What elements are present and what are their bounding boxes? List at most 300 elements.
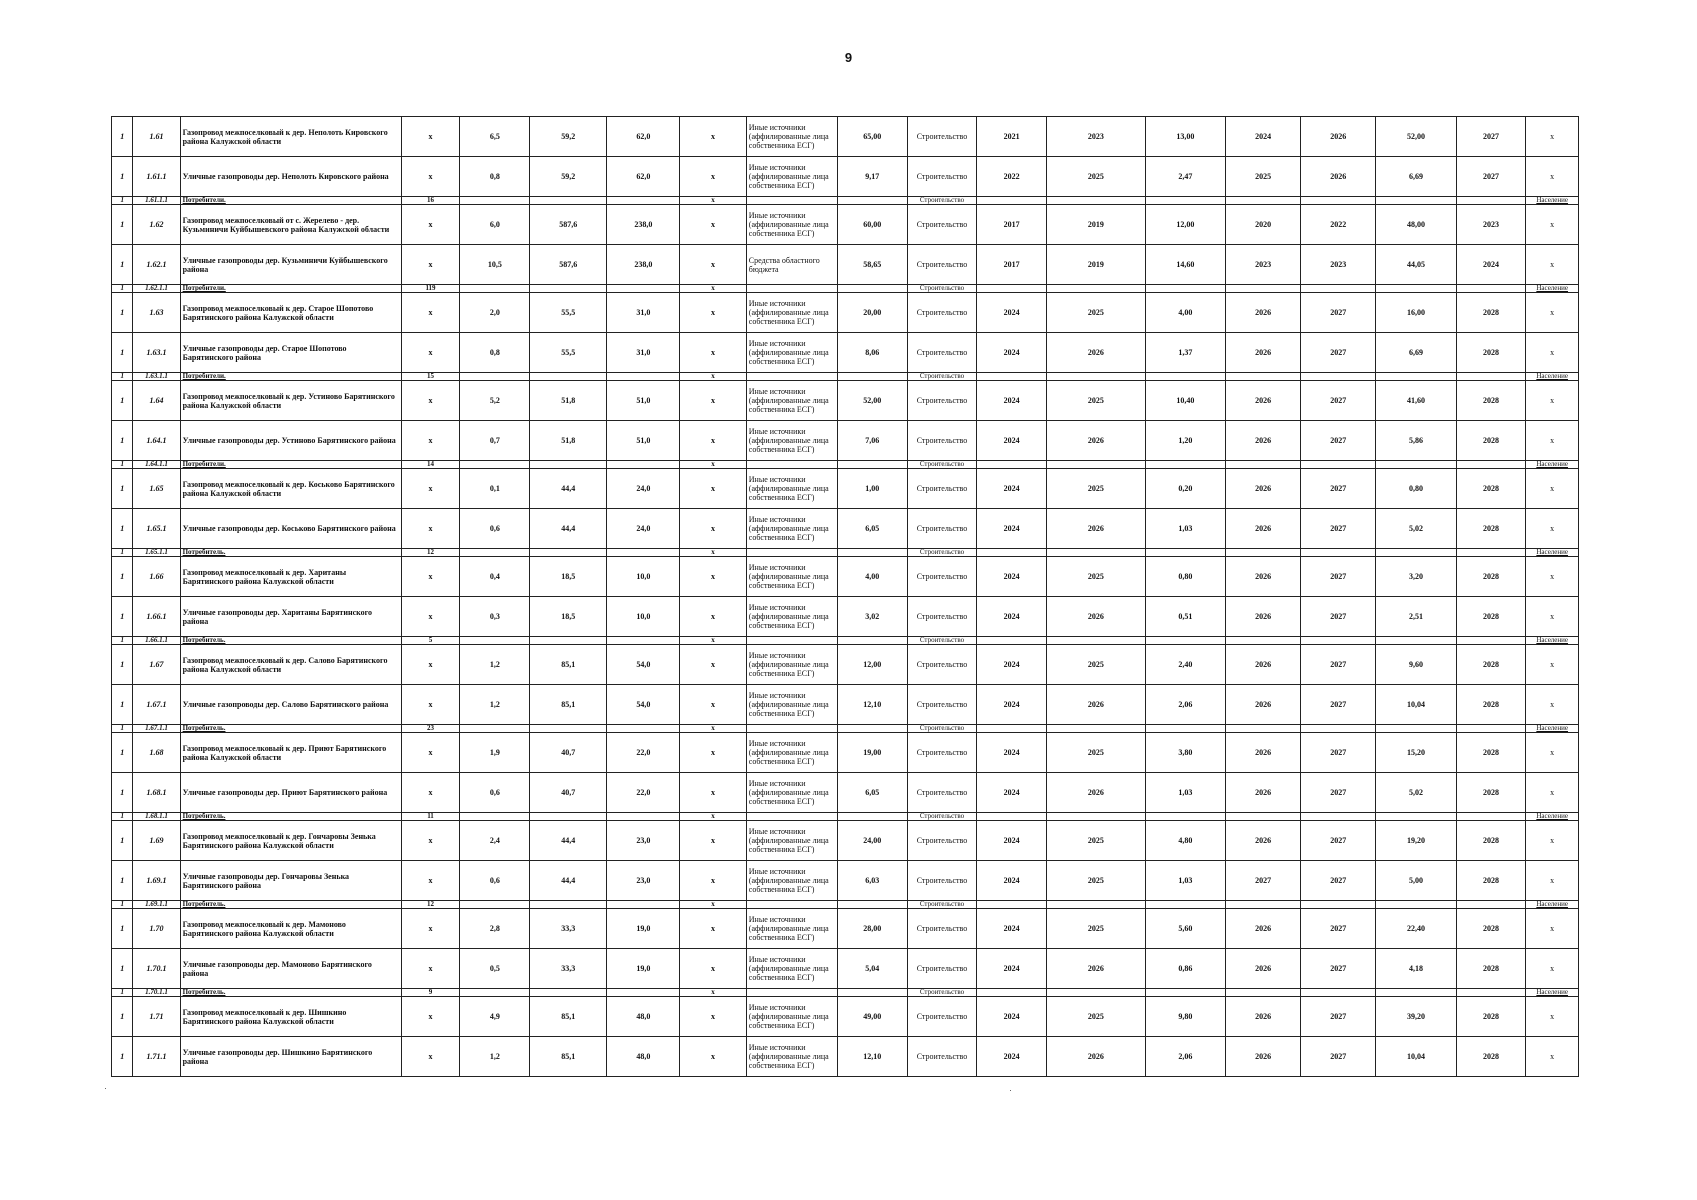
cell-c17 xyxy=(1376,285,1456,293)
funding-source-cell xyxy=(746,197,837,205)
cell-c13 xyxy=(1047,373,1146,381)
item-number-cell: 1.64.1.1 xyxy=(133,461,180,469)
cell-c10 xyxy=(837,197,907,205)
item-number-cell: 1.65.1.1 xyxy=(133,549,180,557)
section-number-cell: 1 xyxy=(112,461,133,469)
cell-c14: 0,80 xyxy=(1145,557,1225,597)
category-cell: Население xyxy=(1526,637,1579,645)
cell-c8: x xyxy=(680,117,746,157)
cell-c5 xyxy=(460,725,530,733)
cell-c7: 23,0 xyxy=(607,861,680,901)
section-number-cell: 1 xyxy=(112,245,133,285)
cell-c8: x xyxy=(680,293,746,333)
pipeline-row xyxy=(112,293,1579,333)
item-number-cell: 1.66.1 xyxy=(133,597,180,637)
cell-c16: 2027 xyxy=(1301,333,1376,373)
category-cell: x xyxy=(1526,469,1579,509)
cell-c17: 39,20 xyxy=(1376,997,1456,1037)
cell-c5: 0,5 xyxy=(460,949,530,989)
cell-c17 xyxy=(1376,637,1456,645)
cell-c15: 2026 xyxy=(1226,381,1301,421)
work-type-cell: Строительство xyxy=(907,117,977,157)
cell-c5: 6,0 xyxy=(460,205,530,245)
cell-c14 xyxy=(1145,813,1225,821)
pipeline-row xyxy=(112,205,1579,245)
cell-c18: 2028 xyxy=(1456,733,1526,773)
cell-c6: 85,1 xyxy=(530,997,607,1037)
cell-c17: 41,60 xyxy=(1376,381,1456,421)
cell-c10 xyxy=(837,901,907,909)
cell-c15 xyxy=(1226,989,1301,997)
pipeline-row xyxy=(112,821,1579,861)
category-cell: x xyxy=(1526,157,1579,197)
object-name-cell: Газопровод межпоселковый к дер. Коськово Барятинского района Калужской области xyxy=(180,469,401,509)
category-cell: x xyxy=(1526,205,1579,245)
cell-c17: 5,02 xyxy=(1376,773,1456,813)
cell-c4: 16 xyxy=(401,197,460,205)
cell-c10: 24,00 xyxy=(837,821,907,861)
cell-c13 xyxy=(1047,549,1146,557)
cell-c7: 62,0 xyxy=(607,157,680,197)
cell-c6: 55,5 xyxy=(530,333,607,373)
cell-c18: 2028 xyxy=(1456,997,1526,1037)
cell-c7 xyxy=(607,461,680,469)
cell-c16 xyxy=(1301,989,1376,997)
item-number-cell: 1.67 xyxy=(133,645,180,685)
object-name-cell: Потребители. xyxy=(180,285,401,293)
cell-c6: 85,1 xyxy=(530,645,607,685)
cell-c13: 2023 xyxy=(1047,117,1146,157)
object-name-cell: Уличные газопроводы дер. Хаританы Барятинского района xyxy=(180,597,401,637)
cell-c8: x xyxy=(680,461,746,469)
cell-c18 xyxy=(1456,373,1526,381)
cell-c5: 0,8 xyxy=(460,333,530,373)
cell-c10: 12,00 xyxy=(837,645,907,685)
category-cell: x xyxy=(1526,597,1579,637)
category-cell: Население xyxy=(1526,373,1579,381)
cell-c12: 2024 xyxy=(977,557,1047,597)
cell-c15: 2026 xyxy=(1226,821,1301,861)
funding-source-cell xyxy=(746,549,837,557)
cell-c17 xyxy=(1376,549,1456,557)
cell-c15: 2026 xyxy=(1226,597,1301,637)
cell-c16: 2027 xyxy=(1301,469,1376,509)
section-number-cell: 1 xyxy=(112,557,133,597)
section-number-cell: 1 xyxy=(112,333,133,373)
cell-c14: 14,60 xyxy=(1145,245,1225,285)
cell-c15 xyxy=(1226,197,1301,205)
consumers-row xyxy=(112,901,1579,909)
funding-source-cell xyxy=(746,813,837,821)
cell-c13: 2026 xyxy=(1047,685,1146,725)
funding-source-cell: Средства областного бюджета xyxy=(746,245,837,285)
object-name-cell: Потребители. xyxy=(180,373,401,381)
section-number-cell: 1 xyxy=(112,685,133,725)
cell-c8: x xyxy=(680,773,746,813)
funding-source-cell: Иные источники (аффилированные лица собственника ЕСГ) xyxy=(746,685,837,725)
cell-c15: 2026 xyxy=(1226,421,1301,461)
cell-c8: x xyxy=(680,381,746,421)
pipeline-row xyxy=(112,909,1579,949)
cell-c14: 12,00 xyxy=(1145,205,1225,245)
gasification-program-table xyxy=(111,116,1579,1077)
cell-c8: x xyxy=(680,285,746,293)
cell-c10: 12,10 xyxy=(837,1037,907,1077)
cell-c6: 44,4 xyxy=(530,861,607,901)
cell-c13: 2025 xyxy=(1047,293,1146,333)
cell-c14: 1,03 xyxy=(1145,861,1225,901)
cell-c16 xyxy=(1301,373,1376,381)
cell-c16: 2027 xyxy=(1301,293,1376,333)
object-name-cell: Уличные газопроводы дер. Неполоть Кировского района xyxy=(180,157,401,197)
cell-c4: x xyxy=(401,381,460,421)
object-name-cell: Газопровод межпоселковый от с. Жерелево - дер. Кузьминичи Куйбышевского района Калужской области xyxy=(180,205,401,245)
funding-source-cell: Иные источники (аффилированные лица собственника ЕСГ) xyxy=(746,645,837,685)
cell-c7: 48,0 xyxy=(607,1037,680,1077)
cell-c8: x xyxy=(680,901,746,909)
cell-c13: 2025 xyxy=(1047,821,1146,861)
object-name-cell: Газопровод межпоселковый к дер. Устиново Барятинского района Калужской области xyxy=(180,381,401,421)
item-number-cell: 1.62 xyxy=(133,205,180,245)
work-type-cell: Строительство xyxy=(907,549,977,557)
cell-c7: 54,0 xyxy=(607,645,680,685)
object-name-cell: Газопровод межпоселковый к дер. Салово Барятинского района Калужской области xyxy=(180,645,401,685)
cell-c14: 0,51 xyxy=(1145,597,1225,637)
cell-c18 xyxy=(1456,725,1526,733)
cell-c17: 10,04 xyxy=(1376,1037,1456,1077)
category-cell: Население xyxy=(1526,989,1579,997)
street-pipeline-row xyxy=(112,157,1579,197)
cell-c12 xyxy=(977,725,1047,733)
cell-c4: x xyxy=(401,333,460,373)
cell-c15 xyxy=(1226,725,1301,733)
cell-c16 xyxy=(1301,725,1376,733)
pipeline-row xyxy=(112,117,1579,157)
cell-c5 xyxy=(460,901,530,909)
section-number-cell: 1 xyxy=(112,421,133,461)
cell-c4: x xyxy=(401,861,460,901)
cell-c18 xyxy=(1456,901,1526,909)
work-type-cell: Строительство xyxy=(907,733,977,773)
cell-c14: 2,47 xyxy=(1145,157,1225,197)
cell-c13 xyxy=(1047,637,1146,645)
street-pipeline-row xyxy=(112,685,1579,725)
cell-c5 xyxy=(460,549,530,557)
cell-c17: 4,18 xyxy=(1376,949,1456,989)
cell-c14 xyxy=(1145,725,1225,733)
cell-c4: 5 xyxy=(401,637,460,645)
item-number-cell: 1.65 xyxy=(133,469,180,509)
cell-c8: x xyxy=(680,597,746,637)
category-cell: Население xyxy=(1526,813,1579,821)
cell-c13: 2025 xyxy=(1047,381,1146,421)
object-name-cell: Уличные газопроводы дер. Коськово Барятинского района xyxy=(180,509,401,549)
section-number-cell: 1 xyxy=(112,509,133,549)
funding-source-cell xyxy=(746,989,837,997)
item-number-cell: 1.64.1 xyxy=(133,421,180,461)
cell-c4: 12 xyxy=(401,549,460,557)
cell-c7: 238,0 xyxy=(607,205,680,245)
cell-c7: 31,0 xyxy=(607,293,680,333)
cell-c4: x xyxy=(401,733,460,773)
cell-c10: 7,06 xyxy=(837,421,907,461)
cell-c14: 10,40 xyxy=(1145,381,1225,421)
cell-c17: 9,60 xyxy=(1376,645,1456,685)
consumers-row xyxy=(112,813,1579,821)
cell-c14: 1,03 xyxy=(1145,509,1225,549)
cell-c8: x xyxy=(680,469,746,509)
cell-c13: 2025 xyxy=(1047,909,1146,949)
cell-c4: x xyxy=(401,773,460,813)
cell-c12: 2022 xyxy=(977,157,1047,197)
consumers-row xyxy=(112,989,1579,997)
cell-c10 xyxy=(837,637,907,645)
cell-c16: 2027 xyxy=(1301,557,1376,597)
cell-c16: 2027 xyxy=(1301,773,1376,813)
cell-c10: 49,00 xyxy=(837,997,907,1037)
cell-c7 xyxy=(607,373,680,381)
work-type-cell: Строительство xyxy=(907,285,977,293)
cell-c17: 6,69 xyxy=(1376,333,1456,373)
cell-c6: 587,6 xyxy=(530,205,607,245)
cell-c5 xyxy=(460,285,530,293)
funding-source-cell: Иные источники (аффилированные лица собственника ЕСГ) xyxy=(746,469,837,509)
item-number-cell: 1.67.1 xyxy=(133,685,180,725)
funding-source-cell xyxy=(746,373,837,381)
cell-c13: 2025 xyxy=(1047,997,1146,1037)
cell-c13: 2025 xyxy=(1047,645,1146,685)
funding-source-cell: Иные источники (аффилированные лица собственника ЕСГ) xyxy=(746,821,837,861)
item-number-cell: 1.68 xyxy=(133,733,180,773)
cell-c10 xyxy=(837,813,907,821)
cell-c17: 52,00 xyxy=(1376,117,1456,157)
pipeline-row xyxy=(112,733,1579,773)
cell-c6: 85,1 xyxy=(530,1037,607,1077)
cell-c8: x xyxy=(680,997,746,1037)
object-name-cell: Потребители. xyxy=(180,461,401,469)
cell-c16 xyxy=(1301,901,1376,909)
cell-c6 xyxy=(530,901,607,909)
work-type-cell: Строительство xyxy=(907,901,977,909)
item-number-cell: 1.66 xyxy=(133,557,180,597)
item-number-cell: 1.63.1 xyxy=(133,333,180,373)
cell-c13: 2025 xyxy=(1047,861,1146,901)
cell-c18: 2023 xyxy=(1456,205,1526,245)
section-number-cell: 1 xyxy=(112,861,133,901)
cell-c15: 2026 xyxy=(1226,557,1301,597)
cell-c18: 2028 xyxy=(1456,949,1526,989)
funding-source-cell: Иные источники (аффилированные лица собственника ЕСГ) xyxy=(746,333,837,373)
cell-c13: 2026 xyxy=(1047,509,1146,549)
cell-c18 xyxy=(1456,549,1526,557)
cell-c14 xyxy=(1145,373,1225,381)
cell-c6: 59,2 xyxy=(530,157,607,197)
cell-c17 xyxy=(1376,373,1456,381)
cell-c5 xyxy=(460,373,530,381)
cell-c16: 2027 xyxy=(1301,685,1376,725)
cell-c7 xyxy=(607,813,680,821)
cell-c6: 59,2 xyxy=(530,117,607,157)
work-type-cell: Строительство xyxy=(907,597,977,637)
consumers-row xyxy=(112,285,1579,293)
cell-c10 xyxy=(837,373,907,381)
cell-c12: 2024 xyxy=(977,909,1047,949)
cell-c17: 0,80 xyxy=(1376,469,1456,509)
consumers-row xyxy=(112,725,1579,733)
consumers-row xyxy=(112,461,1579,469)
object-name-cell: Уличные газопроводы дер. Устиново Барятинского района xyxy=(180,421,401,461)
work-type-cell: Строительство xyxy=(907,421,977,461)
cell-c4: 12 xyxy=(401,901,460,909)
work-type-cell: Строительство xyxy=(907,381,977,421)
cell-c18 xyxy=(1456,285,1526,293)
cell-c12: 2024 xyxy=(977,597,1047,637)
cell-c15: 2026 xyxy=(1226,685,1301,725)
cell-c5 xyxy=(460,813,530,821)
street-pipeline-row xyxy=(112,509,1579,549)
cell-c5: 1,2 xyxy=(460,645,530,685)
cell-c15 xyxy=(1226,637,1301,645)
funding-source-cell: Иные источники (аффилированные лица собственника ЕСГ) xyxy=(746,861,837,901)
item-number-cell: 1.64 xyxy=(133,381,180,421)
cell-c10 xyxy=(837,989,907,997)
cell-c7: 54,0 xyxy=(607,685,680,725)
cell-c7 xyxy=(607,901,680,909)
cell-c14 xyxy=(1145,285,1225,293)
category-cell: x xyxy=(1526,557,1579,597)
cell-c14: 4,00 xyxy=(1145,293,1225,333)
cell-c18: 2028 xyxy=(1456,821,1526,861)
cell-c13 xyxy=(1047,989,1146,997)
cell-c12 xyxy=(977,901,1047,909)
cell-c12: 2024 xyxy=(977,333,1047,373)
cell-c16: 2027 xyxy=(1301,645,1376,685)
section-number-cell: 1 xyxy=(112,469,133,509)
cell-c5: 6,5 xyxy=(460,117,530,157)
cell-c4: 14 xyxy=(401,461,460,469)
item-number-cell: 1.71 xyxy=(133,997,180,1037)
cell-c12 xyxy=(977,549,1047,557)
section-number-cell: 1 xyxy=(112,157,133,197)
cell-c17: 5,02 xyxy=(1376,509,1456,549)
object-name-cell: Уличные газопроводы дер. Гончаровы Зенька Барятинского района xyxy=(180,861,401,901)
cell-c18 xyxy=(1456,461,1526,469)
cell-c5: 0,6 xyxy=(460,773,530,813)
cell-c16 xyxy=(1301,813,1376,821)
section-number-cell: 1 xyxy=(112,373,133,381)
cell-c15 xyxy=(1226,813,1301,821)
work-type-cell: Строительство xyxy=(907,245,977,285)
item-number-cell: 1.69.1.1 xyxy=(133,901,180,909)
cell-c18: 2028 xyxy=(1456,1037,1526,1077)
work-type-cell: Строительство xyxy=(907,813,977,821)
cell-c14 xyxy=(1145,461,1225,469)
cell-c14 xyxy=(1145,989,1225,997)
cell-c8: x xyxy=(680,645,746,685)
section-number-cell: 1 xyxy=(112,285,133,293)
cell-c7: 24,0 xyxy=(607,509,680,549)
cell-c14: 1,37 xyxy=(1145,333,1225,373)
funding-source-cell: Иные источники (аффилированные лица собственника ЕСГ) xyxy=(746,557,837,597)
cell-c8: x xyxy=(680,205,746,245)
funding-source-cell: Иные источники (аффилированные лица собственника ЕСГ) xyxy=(746,949,837,989)
cell-c14: 13,00 xyxy=(1145,117,1225,157)
object-name-cell: Газопровод межпоселковый к дер. Хаританы Барятинского района Калужской области xyxy=(180,557,401,597)
funding-source-cell: Иные источники (аффилированные лица собственника ЕСГ) xyxy=(746,205,837,245)
pipeline-row xyxy=(112,381,1579,421)
section-number-cell: 1 xyxy=(112,117,133,157)
cell-c17 xyxy=(1376,725,1456,733)
scan-speck xyxy=(1010,1090,1011,1091)
cell-c4: x xyxy=(401,909,460,949)
work-type-cell: Строительство xyxy=(907,997,977,1037)
work-type-cell: Строительство xyxy=(907,293,977,333)
cell-c6: 40,7 xyxy=(530,773,607,813)
cell-c8: x xyxy=(680,557,746,597)
funding-source-cell: Иные источники (аффилированные лица собственника ЕСГ) xyxy=(746,909,837,949)
cell-c15: 2025 xyxy=(1226,157,1301,197)
cell-c8: x xyxy=(680,861,746,901)
object-name-cell: Уличные газопроводы дер. Кузьминичи Куйбышевского района xyxy=(180,245,401,285)
cell-c15: 2026 xyxy=(1226,509,1301,549)
cell-c15 xyxy=(1226,373,1301,381)
cell-c10: 9,17 xyxy=(837,157,907,197)
cell-c16 xyxy=(1301,285,1376,293)
cell-c5: 1,9 xyxy=(460,733,530,773)
page-number: 9 xyxy=(844,50,853,65)
cell-c7: 48,0 xyxy=(607,997,680,1037)
cell-c16: 2022 xyxy=(1301,205,1376,245)
cell-c15: 2020 xyxy=(1226,205,1301,245)
cell-c15: 2026 xyxy=(1226,469,1301,509)
item-number-cell: 1.61.1.1 xyxy=(133,197,180,205)
section-number-cell: 1 xyxy=(112,821,133,861)
cell-c4: x xyxy=(401,509,460,549)
item-number-cell: 1.61.1 xyxy=(133,157,180,197)
cell-c12 xyxy=(977,461,1047,469)
consumers-row xyxy=(112,637,1579,645)
cell-c4: x xyxy=(401,205,460,245)
cell-c18: 2028 xyxy=(1456,469,1526,509)
object-name-cell: Потребитель. xyxy=(180,637,401,645)
cell-c5: 0,4 xyxy=(460,557,530,597)
cell-c8: x xyxy=(680,949,746,989)
cell-c13: 2026 xyxy=(1047,333,1146,373)
cell-c4: x xyxy=(401,157,460,197)
category-cell: x xyxy=(1526,645,1579,685)
item-number-cell: 1.63 xyxy=(133,293,180,333)
cell-c13 xyxy=(1047,461,1146,469)
cell-c7: 10,0 xyxy=(607,597,680,637)
work-type-cell: Строительство xyxy=(907,205,977,245)
cell-c10: 60,00 xyxy=(837,205,907,245)
cell-c14 xyxy=(1145,549,1225,557)
consumers-row xyxy=(112,549,1579,557)
category-cell: x xyxy=(1526,1037,1579,1077)
cell-c15: 2026 xyxy=(1226,1037,1301,1077)
cell-c13 xyxy=(1047,901,1146,909)
cell-c13 xyxy=(1047,725,1146,733)
cell-c12 xyxy=(977,813,1047,821)
cell-c15: 2026 xyxy=(1226,645,1301,685)
cell-c17 xyxy=(1376,197,1456,205)
cell-c12: 2024 xyxy=(977,949,1047,989)
section-number-cell: 1 xyxy=(112,773,133,813)
section-number-cell: 1 xyxy=(112,989,133,997)
item-number-cell: 1.70.1 xyxy=(133,949,180,989)
cell-c17: 2,51 xyxy=(1376,597,1456,637)
section-number-cell: 1 xyxy=(112,997,133,1037)
